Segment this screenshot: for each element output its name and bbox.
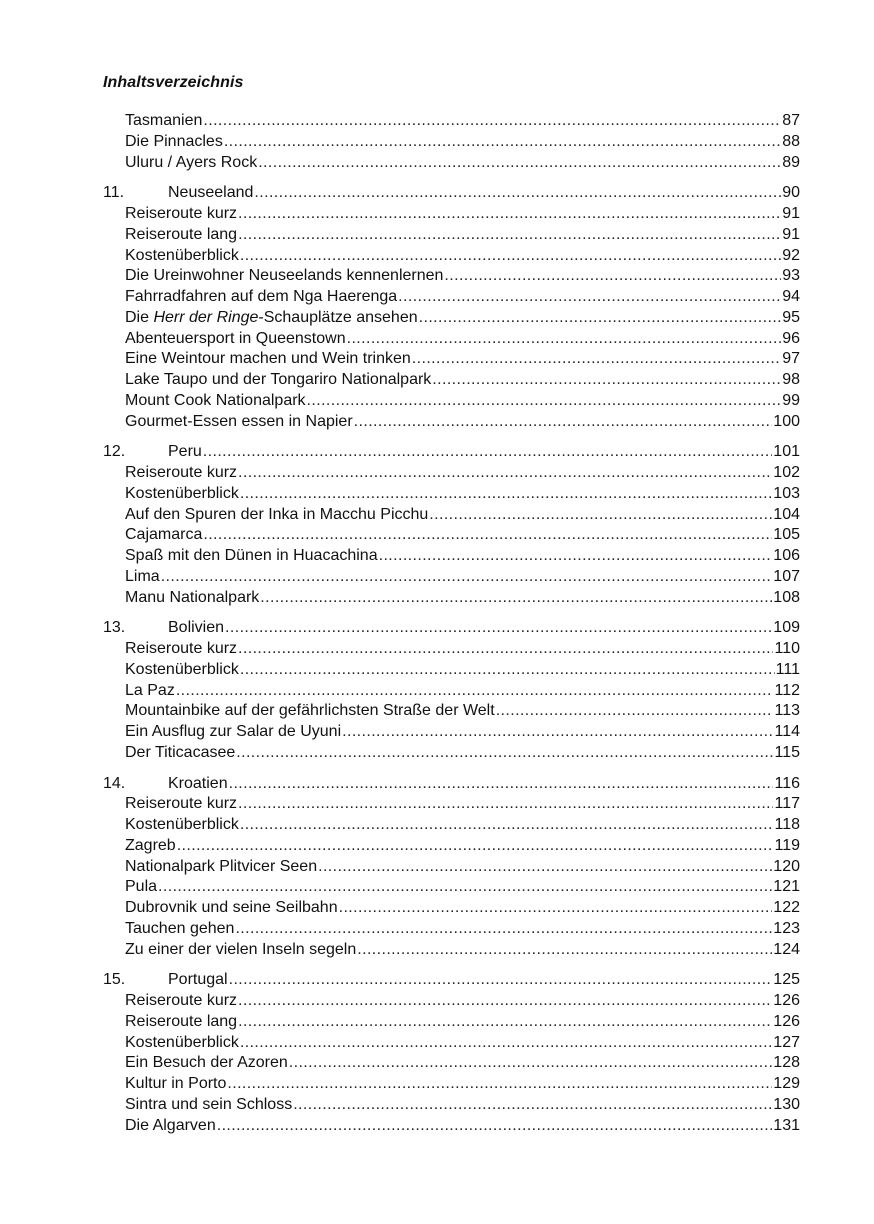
entry-title: Gourmet-Essen essen in Napier [125, 412, 353, 430]
page-number: 97 [782, 350, 800, 368]
dot-leader [254, 183, 781, 204]
page-number: 111 [775, 660, 800, 678]
entry-title: Dubrovnik und seine Seilbahn [125, 899, 338, 916]
entry-title-part: -Schauplätze ansehen [258, 308, 418, 326]
page-number: 88 [782, 132, 800, 150]
page-number: 113 [774, 702, 800, 720]
page-number: 130 [773, 1095, 800, 1113]
chapter-number: 14. [103, 774, 126, 792]
toc-entry[interactable] [103, 204, 800, 225]
page-number: 126 [773, 1012, 800, 1030]
entry-title: Reiseroute lang [125, 1012, 238, 1030]
page-number: 89 [782, 153, 800, 171]
toc-entry[interactable] [103, 505, 800, 526]
toc-entry[interactable] [103, 153, 800, 174]
toc-entry[interactable] [103, 898, 800, 919]
toc-entry[interactable] [103, 546, 800, 567]
entry-title: Tasmanien [125, 112, 203, 129]
page-number: 118 [774, 816, 800, 833]
dot-leader [258, 153, 781, 174]
toc-entry[interactable] [103, 877, 800, 898]
chapter-number: 15. [103, 971, 126, 989]
toc-group [103, 183, 800, 432]
toc-entry[interactable] [103, 484, 800, 505]
page-number: 102 [773, 464, 800, 481]
entry-title: Kostenüberblick [125, 1033, 239, 1051]
page-number: 125 [773, 971, 800, 989]
toc-chapter-entry[interactable] [103, 442, 800, 463]
page-number: 92 [782, 246, 800, 264]
entry-title: Reiseroute kurz [125, 640, 238, 657]
toc-group [103, 442, 800, 608]
dot-leader [238, 463, 772, 484]
page-number: 110 [774, 640, 800, 657]
entry-title: Zu einer der vielen Inseln segeln [125, 940, 357, 958]
page-number: 123 [773, 919, 800, 937]
chapter-title: Peru [168, 443, 202, 461]
dot-leader [161, 567, 773, 588]
dot-leader [293, 1095, 772, 1116]
entry-title: Uluru / Ayers Rock [125, 153, 258, 171]
chapter-number: 12. [103, 443, 126, 461]
entry-title: Reiseroute kurz [125, 205, 238, 222]
page-number: 115 [774, 743, 800, 761]
toc-entry[interactable] [103, 991, 800, 1012]
page-number: 128 [773, 1054, 800, 1072]
page-number: 124 [773, 940, 800, 958]
dot-leader [240, 484, 772, 505]
toc-entry[interactable] [103, 246, 800, 267]
dot-leader [289, 1053, 773, 1074]
page-number: 129 [773, 1075, 800, 1092]
dot-leader [177, 836, 774, 857]
page-number: 91 [782, 205, 800, 222]
toc-entry[interactable] [103, 701, 800, 722]
toc-entry[interactable] [103, 266, 800, 287]
dot-leader [240, 660, 775, 681]
toc-entry[interactable] [103, 836, 800, 857]
dot-leader [347, 329, 782, 350]
page-number: 91 [782, 225, 800, 243]
page-number: 108 [773, 588, 800, 606]
dot-leader [176, 681, 774, 702]
dot-leader [227, 1074, 772, 1095]
dot-leader [238, 204, 781, 225]
entry-title: Kostenüberblick [125, 660, 239, 678]
toc-entry[interactable] [103, 794, 800, 815]
page-number: 96 [782, 329, 800, 347]
toc-entry[interactable] [103, 391, 800, 412]
chapter-title: Neuseeland [168, 184, 254, 202]
dot-leader [158, 877, 772, 898]
entry-title: Mount Cook Nationalpark [125, 391, 306, 409]
dot-leader [203, 442, 773, 463]
entry-title: Lake Taupo und der Tongariro Nationalpark [125, 371, 432, 388]
dot-leader [412, 349, 781, 370]
entry-title-italic: Herr der Ringe [153, 308, 259, 326]
page-number: 107 [773, 567, 800, 585]
entry-title: Die Pinnacles [125, 132, 223, 150]
dot-leader [496, 701, 774, 722]
dot-leader [238, 991, 772, 1012]
toc-entry[interactable] [103, 567, 800, 588]
entry-title: Kultur in Porto [125, 1075, 227, 1092]
toc-chapter-entry[interactable] [103, 774, 800, 795]
dot-leader [238, 225, 781, 246]
toc-entry[interactable] [103, 1116, 800, 1137]
dot-leader [238, 1012, 772, 1033]
entry-title: Cajamarca [125, 526, 203, 544]
dot-leader [342, 722, 773, 743]
toc-entry[interactable] [103, 463, 800, 484]
dot-leader [235, 919, 772, 940]
dot-leader [224, 132, 781, 153]
entry-title: Manu Nationalpark [125, 588, 260, 606]
page-number: 119 [774, 836, 800, 854]
dot-leader [354, 412, 773, 433]
chapter-number: 13. [103, 619, 126, 637]
toc-entry[interactable] [103, 857, 800, 878]
page-number: 116 [774, 774, 800, 792]
entry-title: Abenteuersport in Queenstown [125, 329, 346, 347]
entry-title: Kostenüberblick [125, 816, 239, 833]
dot-leader [217, 1116, 773, 1137]
entry-title [125, 308, 418, 329]
toc-entry[interactable] [103, 329, 800, 350]
dot-leader [238, 794, 773, 815]
page-number: 127 [773, 1033, 800, 1051]
dot-leader [203, 111, 781, 132]
toc-entry[interactable] [103, 639, 800, 660]
toc-entry[interactable] [103, 1074, 800, 1095]
page-number: 109 [773, 619, 800, 637]
toc-group [103, 970, 800, 1136]
entry-title-part: Die [125, 308, 154, 326]
dot-leader [419, 308, 782, 329]
toc-chapter-entry[interactable] [103, 183, 800, 204]
page-number: 117 [774, 795, 800, 813]
chapter-number: 11. [103, 184, 125, 202]
page-number: 100 [773, 412, 800, 430]
toc-entry[interactable] [103, 308, 800, 329]
toc-group [103, 774, 800, 961]
toc-entry[interactable] [103, 722, 800, 743]
dot-leader [238, 639, 773, 660]
toc-entry[interactable] [103, 349, 800, 370]
page-number: 126 [773, 992, 800, 1009]
entry-title: Reiseroute kurz [125, 992, 238, 1009]
page-number: 121 [773, 878, 800, 896]
page-number: 104 [773, 505, 800, 523]
toc-entry[interactable] [103, 1053, 800, 1074]
dot-leader [307, 391, 782, 412]
dot-leader [429, 505, 772, 526]
entry-title: Reiseroute lang [125, 225, 238, 243]
page-number: 101 [773, 443, 800, 461]
toc-group [103, 111, 800, 173]
toc-group [103, 618, 800, 763]
toc-entry[interactable] [103, 940, 800, 961]
toc-entry[interactable] [103, 815, 800, 836]
entry-title: Pula [125, 878, 158, 896]
entry-title: Der Titicacasee [125, 743, 236, 761]
toc-entry[interactable] [103, 525, 800, 546]
entry-title: Lima [125, 567, 160, 585]
entry-title: Zagreb [125, 836, 176, 854]
dot-leader [240, 815, 774, 836]
entry-title: Reiseroute kurz [125, 795, 238, 813]
toc-heading: Inhaltsverzeichnis [103, 74, 244, 91]
dot-leader [240, 246, 781, 267]
entry-title: Nationalpark Plitvicer Seen [125, 857, 318, 875]
dot-leader [240, 1033, 772, 1054]
toc-entry[interactable] [103, 1095, 800, 1116]
dot-leader [236, 743, 773, 764]
page-number: 120 [773, 857, 800, 875]
entry-title: Die Ureinwohner Neuseelands kennenlernen [125, 267, 444, 285]
entry-title: Sintra und sein Schloss [125, 1095, 293, 1113]
entry-title: Spaß mit den Dünen in Huacachina [125, 547, 378, 564]
page-number: 94 [782, 288, 800, 305]
dot-leader [225, 618, 772, 639]
toc-entry[interactable] [103, 370, 800, 391]
page-number: 112 [774, 681, 800, 699]
chapter-title: Kroatien [168, 774, 228, 792]
dot-leader [357, 940, 772, 961]
page-number: 87 [782, 112, 800, 129]
table-of-contents [103, 111, 800, 1146]
page-number: 114 [774, 723, 800, 740]
entry-title: Fahrradfahren auf dem Nga Haerenga [125, 288, 398, 305]
toc-chapter-entry[interactable] [103, 618, 800, 639]
entry-title: Mountainbike auf der gefährlichsten Straße der Welt [125, 702, 495, 720]
toc-entry[interactable] [103, 588, 800, 609]
toc-entry[interactable] [103, 287, 800, 308]
dot-leader [339, 898, 773, 919]
toc-entry[interactable] [103, 111, 800, 132]
entry-title: Reiseroute kurz [125, 464, 238, 481]
entry-title: Eine Weintour machen und Wein trinken [125, 350, 411, 368]
chapter-title: Bolivien [168, 619, 225, 637]
toc-entry[interactable] [103, 1012, 800, 1033]
page-number: 105 [773, 526, 800, 544]
entry-title: Ein Besuch der Azoren [125, 1054, 288, 1072]
toc-entry[interactable] [103, 132, 800, 153]
dot-leader [444, 266, 781, 287]
page-number: 99 [782, 391, 800, 409]
toc-entry[interactable] [103, 225, 800, 246]
page-number: 93 [782, 267, 800, 285]
dot-leader [432, 370, 781, 391]
dot-leader [260, 588, 772, 609]
page-number: 106 [773, 547, 800, 564]
entry-title: Kostenüberblick [125, 246, 239, 264]
toc-entry[interactable] [103, 1033, 800, 1054]
toc-entry[interactable] [103, 412, 800, 433]
entry-title: Kostenüberblick [125, 484, 239, 502]
page-number: 131 [773, 1116, 800, 1134]
dot-leader [203, 525, 772, 546]
page-number: 122 [773, 899, 800, 916]
toc-entry[interactable] [103, 681, 800, 702]
toc-entry[interactable] [103, 660, 800, 681]
chapter-title: Portugal [168, 971, 228, 989]
dot-leader [229, 970, 773, 991]
page-number: 98 [782, 371, 800, 388]
entry-title: Die Algarven [125, 1116, 216, 1134]
entry-title: Ein Ausflug zur Salar de Uyuni [125, 723, 342, 740]
page-number: 103 [773, 484, 800, 502]
entry-title: Tauchen gehen [125, 919, 235, 937]
toc-entry[interactable] [103, 743, 800, 764]
entry-title: La Paz [125, 681, 175, 699]
dot-leader [229, 774, 774, 795]
entry-title: Auf den Spuren der Inka in Macchu Picchu [125, 505, 429, 523]
toc-chapter-entry[interactable] [103, 970, 800, 991]
page-number: 90 [782, 184, 800, 202]
page-number: 95 [782, 308, 800, 326]
dot-leader [398, 287, 781, 308]
dot-leader [379, 546, 773, 567]
dot-leader [318, 857, 772, 878]
toc-entry[interactable] [103, 919, 800, 940]
